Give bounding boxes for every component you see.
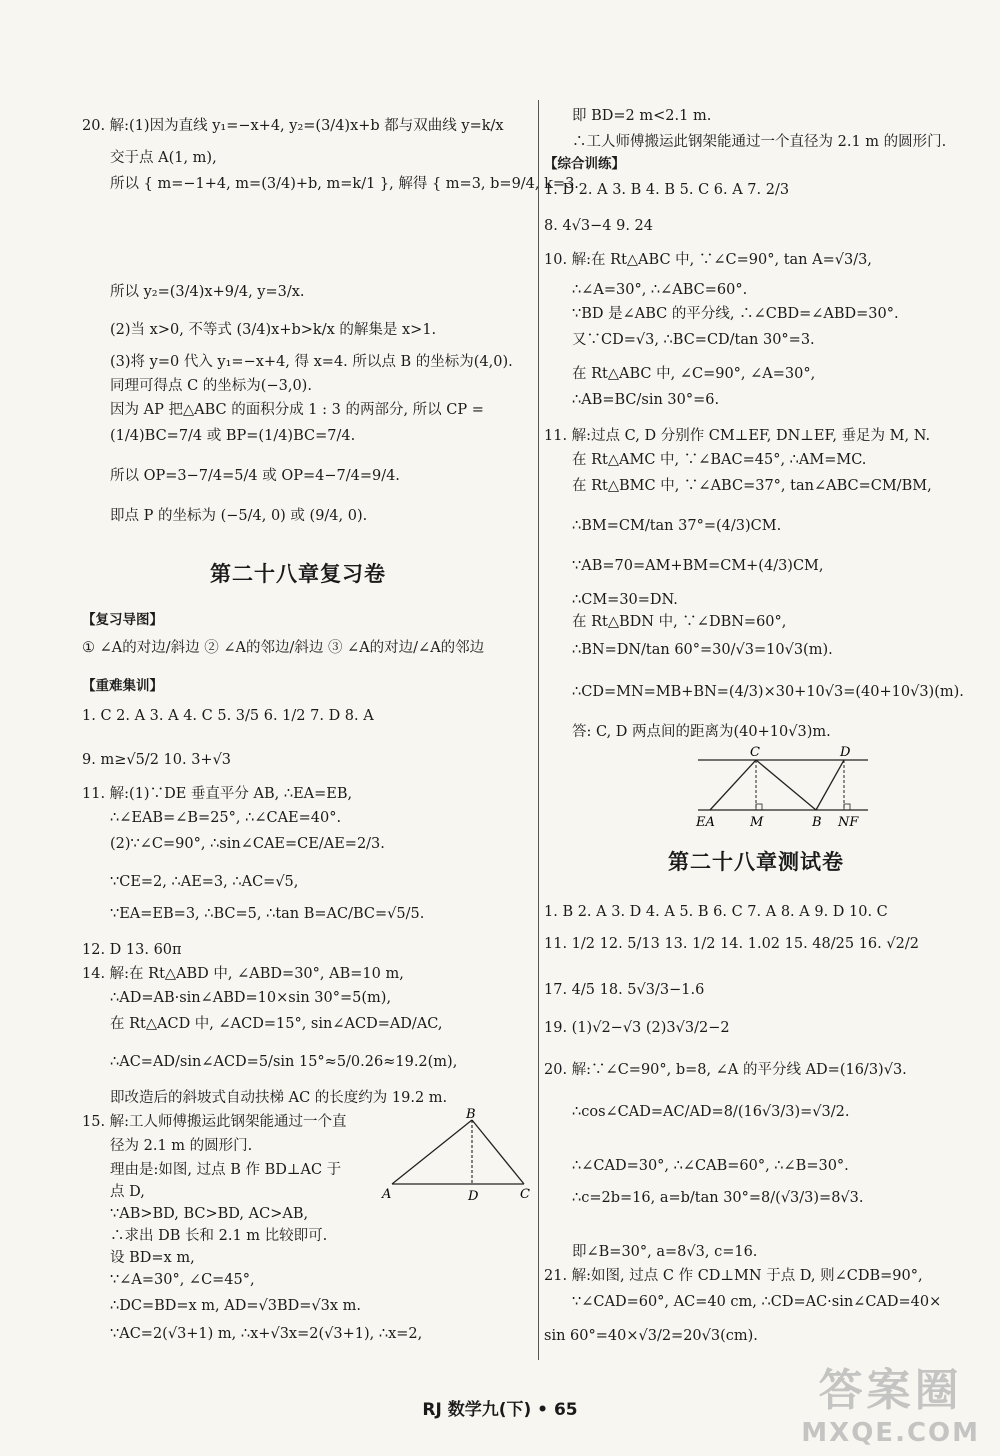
label-C: C: [750, 745, 760, 760]
label-NF: NF: [838, 815, 859, 830]
solution-line: 10. 解:在 Rt△ABC 中, ∵∠C=90°, tan A=√3/3,: [544, 252, 872, 268]
solution-line: 1. B 2. A 3. D 4. A 5. B 6. C 7. A 8. A 9. D 10. C: [544, 904, 888, 920]
solution-line: 即 BD=2 m<2.1 m.: [572, 108, 712, 124]
solution-line: ∴AD=AB·sin∠ABD=10×sin 30°=5(m),: [110, 990, 392, 1006]
solution-line: 11. 解:(1)∵DE 垂直平分 AB, ∴EA=EB,: [82, 786, 353, 802]
solution-line: 在 Rt△BMC 中, ∵∠ABC=37°, tan∠ABC=CM/BM,: [572, 478, 932, 494]
solution-line: 【重难集训】: [82, 678, 163, 694]
solution-line: ∵AB=70=AM+BM=CM+(4/3)CM,: [572, 558, 824, 574]
bridge-figure: [692, 742, 882, 832]
solution-line: 在 Rt△BDN 中, ∵∠DBN=60°,: [572, 614, 787, 630]
solution-line: (1/4)BC=7/4 或 BP=(1/4)BC=7/4.: [110, 428, 356, 444]
solution-line: ① ∠A的对边/斜边 ② ∠A的邻边/斜边 ③ ∠A的对边/∠A的邻边: [82, 640, 485, 656]
solution-line: ∴工人师傅搬运此钢架能通过一个直径为 2.1 m 的圆形门.: [572, 134, 947, 150]
solution-line: ∵∠CAD=60°, AC=40 cm, ∴CD=AC·sin∠CAD=40×: [572, 1294, 942, 1310]
solution-line: 又∵CD=√3, ∴BC=CD/tan 30°=3.: [572, 332, 815, 348]
solution-line: (2)当 x>0, 不等式 (3/4)x+b>k/x 的解集是 x>1.: [110, 322, 437, 338]
solution-line: (3)将 y=0 代入 y₁=−x+4, 得 x=4. 所以点 B 的坐标为(4,0).: [110, 354, 513, 370]
solution-line: 所以 y₂=(3/4)x+9/4, y=3/x.: [110, 284, 305, 300]
solution-line: ∴AB=BC/sin 30°=6.: [572, 392, 720, 408]
solution-line: 21. 解:如图, 过点 C 作 CD⊥MN 于点 D, 则∠CDB=90°,: [544, 1268, 923, 1284]
label-B: B: [466, 1108, 476, 1122]
solution-line: 因为 AP 把△ABC 的面积分成 1 : 3 的两部分, 所以 CP =: [110, 402, 484, 418]
solution-line: 同理可得点 C 的坐标为(−3,0).: [110, 378, 312, 394]
solution-line: 15. 解:工人师傅搬运此钢架能通过一个直: [82, 1114, 347, 1130]
review-title: 第二十八章复习卷: [210, 562, 386, 586]
solution-line: 答: C, D 两点间的距离为(40+10√3)m.: [572, 724, 831, 740]
solution-line: ∴AC=AD/sin∠ACD=5/sin 15°≈5/0.26≈19.2(m),: [110, 1054, 458, 1070]
solution-line: 19. (1)√2−√3 (2)3√3/2−2: [544, 1020, 730, 1036]
label-EA: EA: [696, 815, 715, 830]
label-D: D: [468, 1189, 479, 1204]
solution-line: ∴BN=DN/tan 60°=30/√3=10√3(m).: [572, 642, 833, 658]
solution-line: 即改造后的斜坡式自动扶梯 AC 的长度约为 19.2 m.: [110, 1090, 448, 1106]
solution-line: ∴∠EAB=∠B=25°, ∴∠CAE=40°.: [110, 810, 342, 826]
solution-line: ∴∠A=30°, ∴∠ABC=60°.: [572, 282, 748, 298]
solution-line: ∴∠CAD=30°, ∴∠CAB=60°, ∴∠B=30°.: [572, 1158, 849, 1174]
solution-line: ∵∠A=30°, ∠C=45°,: [110, 1272, 255, 1288]
solution-line: 在 Rt△AMC 中, ∵∠BAC=45°, ∴AM=MC.: [572, 452, 867, 468]
triangle-figure: [380, 1108, 540, 1208]
solution-line: 1. C 2. A 3. A 4. C 5. 3/5 6. 1/2 7. D 8. A: [82, 708, 374, 724]
solution-line: 径为 2.1 m 的圆形门.: [110, 1138, 253, 1154]
solution-line: 1. D 2. A 3. B 4. B 5. C 6. A 7. 2/3: [544, 182, 790, 198]
solution-line: ∵EA=EB=3, ∴BC=5, ∴tan B=AC/BC=√5/5.: [110, 906, 425, 922]
solution-line: ∴CD=MN=MB+BN=(4/3)×30+10√3=(40+10√3)(m).: [572, 684, 964, 700]
solution-line: 即∠B=30°, a=8√3, c=16.: [572, 1244, 758, 1260]
solution-line: ∵AC=2(√3+1) m, ∴x+√3x=2(√3+1), ∴x=2,: [110, 1326, 423, 1342]
label-D: D: [840, 745, 851, 760]
solution-line: 14. 解:在 Rt△ABD 中, ∠ABD=30°, AB=10 m,: [82, 966, 404, 982]
solution-line: ∴cos∠CAD=AC/AD=8/(16√3/3)=√3/2.: [572, 1104, 850, 1120]
page-footer: RJ 数学九(下) • 65: [422, 1400, 578, 1420]
solution-line: 20. 解:∵∠C=90°, b=8, ∠A 的平分线 AD=(16/3)√3.: [544, 1062, 907, 1078]
label-A: A: [382, 1187, 392, 1202]
solution-line: 在 Rt△ACD 中, ∠ACD=15°, sin∠ACD=AD/AC,: [110, 1016, 443, 1032]
solution-line: 17. 4/5 18. 5√3/3−1.6: [544, 982, 705, 998]
solution-line: 交于点 A(1, m),: [110, 150, 217, 166]
label-M: M: [750, 815, 764, 830]
solution-line: ∴求出 DB 长和 2.1 m 比较即可.: [110, 1228, 328, 1244]
solution-line: 理由是:如图, 过点 B 作 BD⊥AC 于: [110, 1162, 342, 1178]
solution-line: 11. 1/2 12. 5/13 13. 1/2 14. 1.02 15. 48/25 16. √2/2: [544, 936, 919, 952]
solution-line: 点 D,: [110, 1184, 145, 1200]
solution-line: ∵BD 是∠ABC 的平分线, ∴∠CBD=∠ABD=30°.: [572, 306, 899, 322]
solution-line: ∵AB>BD, BC>BD, AC>AB,: [110, 1206, 309, 1222]
solution-line: 20. 解:(1)因为直线 y₁=−x+4, y₂=(3/4)x+b 都与双曲线 y=k/x: [82, 118, 504, 134]
solution-line: (2)∵∠C=90°, ∴sin∠CAE=CE/AE=2/3.: [110, 836, 385, 852]
solution-line: 9. m≥√5/2 10. 3+√3: [82, 752, 232, 768]
label-B: B: [812, 815, 822, 830]
solution-line: 所以 OP=3−7/4=5/4 或 OP=4−7/4=9/4.: [110, 468, 400, 484]
solution-line: 8. 4√3−4 9. 24: [544, 218, 654, 234]
label-C: C: [520, 1187, 530, 1202]
solution-line: 12. D 13. 60π: [82, 942, 182, 958]
solution-line: ∴DC=BD=x m, AD=√3BD=√3x m.: [110, 1298, 362, 1314]
solution-line: ∴BM=CM/tan 37°=(4/3)CM.: [572, 518, 782, 534]
solution-line: ∵CE=2, ∴AE=3, ∴AC=√5,: [110, 874, 299, 890]
solution-line: ∴c=2b=16, a=b/tan 30°=8/(√3/3)=8√3.: [572, 1190, 864, 1206]
watermark-logo: 答案圈 MXQE.COM: [801, 1365, 980, 1448]
solution-line: 【复习导图】: [82, 612, 163, 628]
solution-line: 11. 解:过点 C, D 分别作 CM⊥EF, DN⊥EF, 垂足为 M, N.: [544, 428, 931, 444]
solution-line: 【综合训练】: [544, 156, 625, 172]
solution-line: 所以 { m=−1+4, m=(3/4)+b, m=k/1 }, 解得 { m=3, b=9/4, k=3.: [110, 176, 579, 192]
solution-line: 即点 P 的坐标为 (−5/4, 0) 或 (9/4, 0).: [110, 508, 368, 524]
solution-line: ∴CM=30=DN.: [572, 592, 678, 608]
solution-line: 设 BD=x m,: [110, 1250, 195, 1266]
solution-line: sin 60°=40×√3/2=20√3(cm).: [544, 1328, 758, 1344]
test-title: 第二十八章测试卷: [668, 850, 844, 874]
solution-line: 在 Rt△ABC 中, ∠C=90°, ∠A=30°,: [572, 366, 816, 382]
